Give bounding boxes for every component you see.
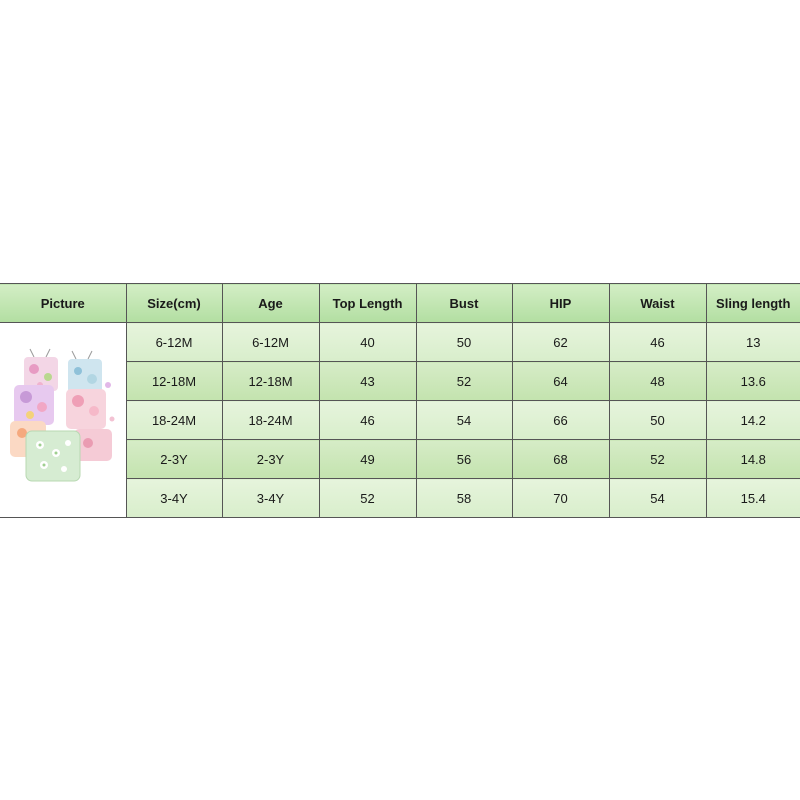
header-age: Age [222,284,319,323]
cell-age: 3-4Y [222,479,319,518]
header-sling-length: Sling length [706,284,800,323]
cell-hip: 70 [512,479,609,518]
cell-age: 6-12M [222,323,319,362]
cell-sling-length: 14.8 [706,440,800,479]
header-bust: Bust [416,284,512,323]
cell-sling-length: 13 [706,323,800,362]
cell-top-length: 46 [319,401,416,440]
cell-age: 18-24M [222,401,319,440]
cell-bust: 54 [416,401,512,440]
cell-waist: 52 [609,440,706,479]
product-picture-cell [0,323,126,518]
header-top-length: Top Length [319,284,416,323]
cell-size: 12-18M [126,362,222,401]
header-hip: HIP [512,284,609,323]
cell-age: 2-3Y [222,440,319,479]
cell-waist: 46 [609,323,706,362]
header-waist: Waist [609,284,706,323]
cell-bust: 58 [416,479,512,518]
cell-hip: 64 [512,362,609,401]
cell-age: 12-18M [222,362,319,401]
cell-sling-length: 14.2 [706,401,800,440]
cell-waist: 48 [609,362,706,401]
cell-top-length: 43 [319,362,416,401]
cell-top-length: 40 [319,323,416,362]
cell-sling-length: 13.6 [706,362,800,401]
cell-hip: 62 [512,323,609,362]
header-picture: Picture [0,284,126,323]
header-row [0,284,800,323]
cell-waist: 50 [609,401,706,440]
cell-size: 6-12M [126,323,222,362]
product-photo-icon [4,345,122,495]
cell-top-length: 49 [319,440,416,479]
table-row [0,323,800,362]
size-chart-table [0,283,800,518]
cell-top-length: 52 [319,479,416,518]
cell-bust: 52 [416,362,512,401]
cell-bust: 56 [416,440,512,479]
cell-hip: 68 [512,440,609,479]
cell-bust: 50 [416,323,512,362]
cell-sling-length: 15.4 [706,479,800,518]
cell-size: 18-24M [126,401,222,440]
cell-size: 3-4Y [126,479,222,518]
header-size: Size(cm) [126,284,222,323]
cell-hip: 66 [512,401,609,440]
cell-waist: 54 [609,479,706,518]
cell-size: 2-3Y [126,440,222,479]
